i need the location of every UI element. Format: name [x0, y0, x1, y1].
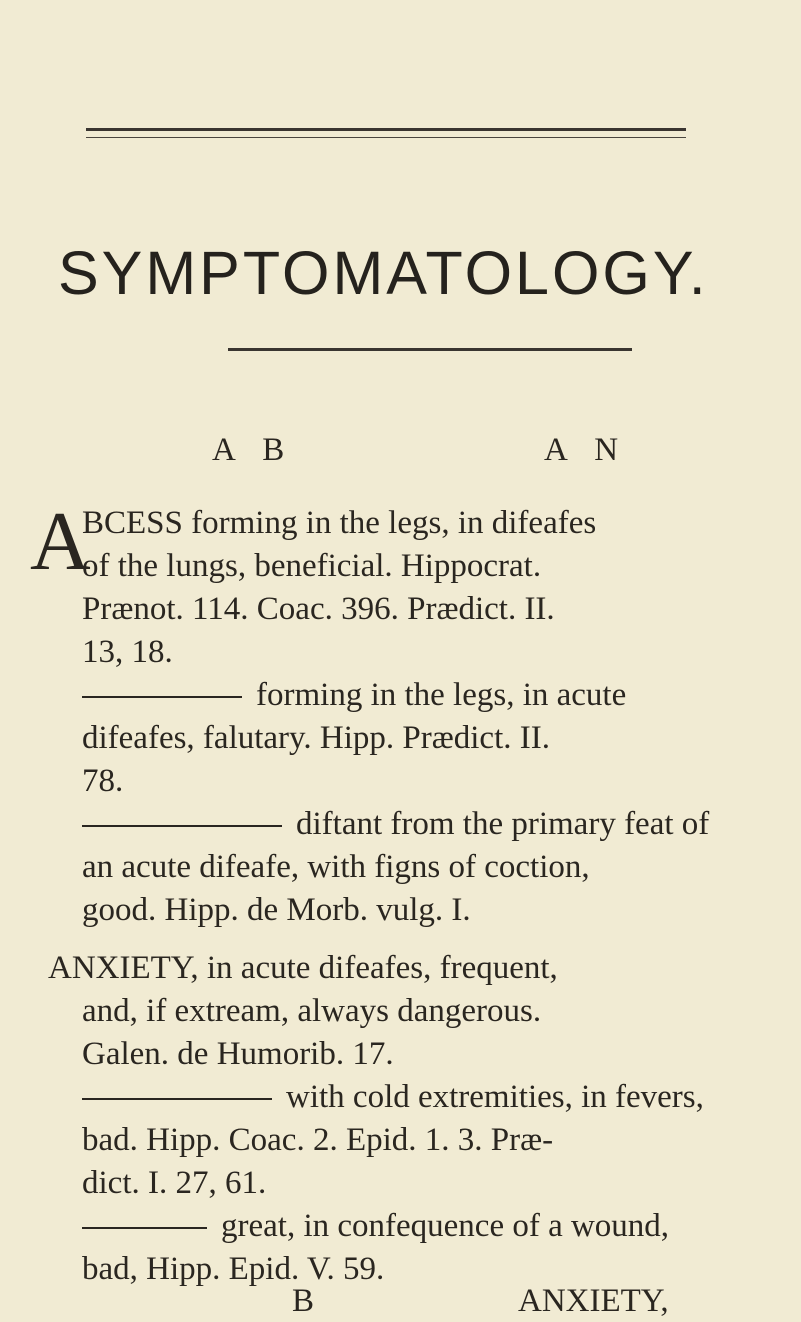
- cold-line-3: dict. I. 27, 61.: [82, 1165, 267, 1201]
- great-line-1: [82, 1206, 669, 1246]
- abcess-line-4: 13, 18.: [82, 634, 173, 670]
- running-head-left: A B: [212, 432, 295, 468]
- abcess-line-2: of the lungs, beneficial. Hippocrat.: [82, 548, 542, 584]
- cold-line-1: [82, 1077, 704, 1117]
- page-title: SYMPTOMATOLOGY.: [58, 239, 709, 307]
- abcess-line-1: BCESS forming in the legs, in difeafes: [82, 505, 597, 541]
- drop-cap: A: [30, 495, 91, 588]
- entry-dash: [82, 825, 282, 827]
- anxiety-line-3: Galen. de Humorib. 17.: [82, 1036, 394, 1072]
- entry-dash: [82, 1227, 207, 1229]
- anxiety-line-1: ANXIETY, in acute difeafes, frequent,: [48, 950, 558, 986]
- forming-line-1: [82, 675, 626, 715]
- cold-line-2: bad. Hipp. Coac. 2. Epid. 1. 3. Præ-: [82, 1122, 554, 1158]
- forming-line-3: 78.: [82, 763, 124, 799]
- distant-text-1: diftant from the primary feat of: [296, 806, 710, 842]
- forming-text-1: forming in the legs, in acute: [256, 677, 627, 713]
- title-divider-rule: [228, 348, 632, 351]
- catchword: ANXIETY,: [518, 1283, 669, 1319]
- anxiety-line-2: and, if extream, always dangerous.: [82, 993, 542, 1029]
- running-head-right: A N: [544, 432, 629, 468]
- distant-line-3: good. Hipp. de Morb. vulg. I.: [82, 892, 471, 928]
- great-text-1: great, in confequence of a wound,: [221, 1208, 670, 1244]
- abcess-line-3: Prænot. 114. Coac. 396. Prædict. II.: [82, 591, 555, 627]
- signature-mark: B: [292, 1283, 315, 1319]
- forming-line-2: difeafes, falutary. Hipp. Prædict. II.: [82, 720, 550, 756]
- entry-dash: [82, 696, 242, 698]
- distant-line-2: an acute difeafe, with figns of coction,: [82, 849, 590, 885]
- top-ornamental-rule: [86, 128, 686, 138]
- entry-dash: [82, 1098, 272, 1100]
- great-line-2: bad, Hipp. Epid. V. 59.: [82, 1251, 385, 1287]
- cold-text-1: with cold extremities, in fevers,: [286, 1079, 704, 1115]
- distant-line-1: [82, 804, 709, 844]
